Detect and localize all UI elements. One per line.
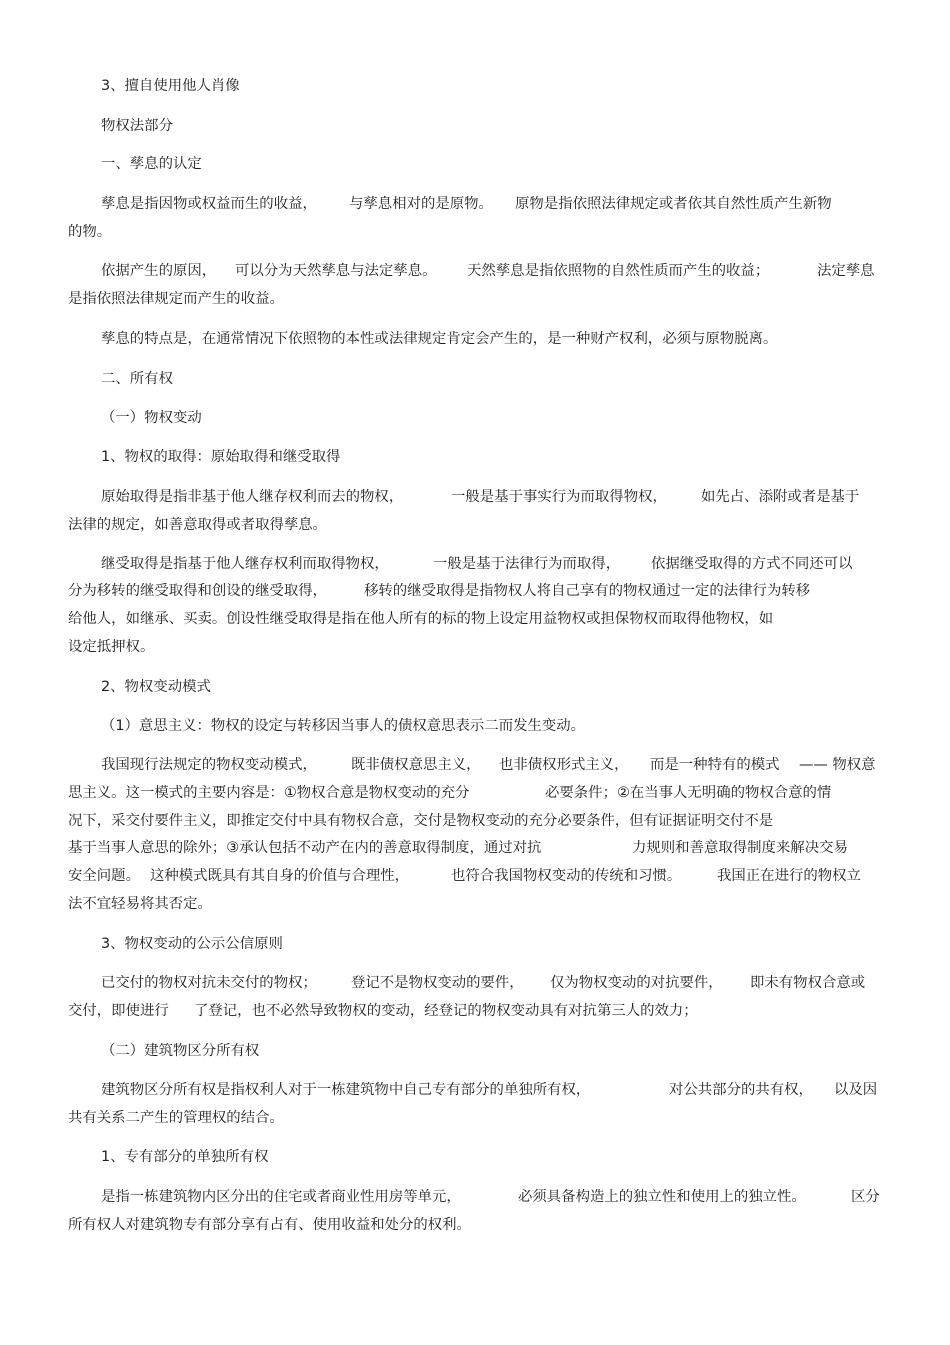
- text-segment: 也非债权形式主义，: [499, 757, 629, 773]
- text-segment: 已交付的物权对抗未交付的物权；: [101, 975, 317, 991]
- text-segment: 法定孳息: [817, 263, 875, 279]
- text-segment: 设定抵押权。: [68, 639, 155, 655]
- text-segment: 移转的继受取得是指物权人将自己享有的物权通过一定的法律行为转移: [364, 583, 811, 599]
- text-line: [0, 609, 950, 629]
- text-segment: 仅为物权变动的对抗要件，: [550, 975, 723, 991]
- text-segment: 可以分为天然孳息与法定孳息。: [235, 263, 437, 279]
- text-segment: 力规则和善意取得制度来解决交易: [632, 840, 848, 856]
- text-line: [0, 194, 950, 214]
- text-segment: 给他人，如继承、买卖。创设性继受取得是指在他人所有的标的物上设定用益物权或担保物权而取得他物权，如: [68, 611, 774, 627]
- text-segment: 分为移转的继受取得和创设的继受取得，: [68, 583, 328, 599]
- text-segment: 对公共部分的共有权，: [669, 1082, 813, 1098]
- heading-text: 一、孳息的认定: [101, 156, 202, 172]
- text-line: [0, 894, 950, 914]
- heading-text: （一）物权变动: [101, 410, 202, 426]
- heading-text: （二）建筑物区分所有权: [101, 1043, 260, 1059]
- text-line: [0, 755, 950, 775]
- text-segment: 孳息的特点是，在通常情况下依照物的本性或法律规定肯定会产生的，是一种财产权利，必须与原物脱离。: [101, 331, 778, 347]
- section-heading: [0, 1147, 950, 1167]
- heading-text: 1、物权的取得：原始取得和继受取得: [101, 449, 341, 465]
- text-line: [0, 289, 950, 309]
- text-segment: 即未有物权合意或: [750, 975, 866, 991]
- text-segment: 而是一种特有的模式: [650, 757, 780, 773]
- heading-text: 3、物权变动的公示公信原则: [101, 936, 283, 952]
- text-segment: 共有关系二产生的管理权的结合。: [68, 1110, 284, 1126]
- section-heading: [0, 677, 950, 697]
- text-segment: 原始取得是指非基于他人继存权利而去的物权，: [101, 489, 404, 505]
- text-segment: 的物。: [68, 224, 112, 240]
- text-line: [0, 811, 950, 831]
- section-heading: [0, 934, 950, 954]
- text-segment: —— 物权意: [799, 757, 876, 773]
- text-segment: 这种模式既具有其自身的价值与合理性，: [150, 868, 410, 884]
- text-segment: 天然孳息是指依照物的自然性质而产生的收益；: [467, 263, 770, 279]
- text-line: [0, 866, 950, 886]
- text-segment: 法不宜轻易将其否定。: [68, 896, 212, 912]
- text-segment: 基于当事人意思的除外；③承认包括不动产在内的善意取得制度，通过对抗: [68, 840, 542, 856]
- text-segment: 思主义。这一模式的主要内容是：①物权合意是物权变动的充分: [68, 785, 470, 801]
- text-segment: 况下，采交付要件主义，即推定交付中具有物权合意，交付是物权变动的充分必要条件，但有证据证明交付不是: [68, 813, 774, 829]
- text-line: [0, 261, 950, 281]
- section-heading: [0, 76, 950, 96]
- text-segment: 了登记，也不必然导致物权的变动，经登记的物权变动具有对抗第三人的效力；: [194, 1003, 698, 1019]
- text-segment: 区分: [851, 1189, 880, 1205]
- text-line: [0, 487, 950, 507]
- text-line: [0, 716, 950, 736]
- text-line: [0, 1080, 950, 1100]
- text-segment: 一般是基于法律行为而取得，: [433, 556, 621, 572]
- text-line: [0, 973, 950, 993]
- text-line: [0, 1215, 950, 1235]
- text-line: [0, 329, 950, 349]
- text-line: [0, 554, 950, 574]
- heading-text: 二、所有权: [101, 371, 173, 387]
- text-segment: 与孳息相对的是原物。: [349, 196, 493, 212]
- text-segment: 建筑物区分所有权是指权利人对于一栋建筑物中自己专有部分的单独所有权，: [101, 1082, 591, 1098]
- text-segment: 是指一栋建筑物内区分出的住宅或者商业性用房等单元，: [101, 1189, 461, 1205]
- section-heading: [0, 408, 950, 428]
- text-segment: 所有权人对建筑物专有部分享有占有、使用收益和处分的权利。: [68, 1217, 471, 1233]
- text-segment: 孳息是指因物或权益而生的收益，: [101, 196, 317, 212]
- part-title: [0, 116, 950, 136]
- heading-text: 物权法部分: [101, 118, 173, 134]
- text-segment: （1）意思主义：物权的设定与转移因当事人的债权意思表示二而发生变动。: [101, 718, 586, 734]
- text-segment: 既非债权意思主义，: [351, 757, 481, 773]
- text-line: [0, 1108, 950, 1128]
- text-line: [0, 515, 950, 535]
- section-heading: [0, 369, 950, 389]
- text-segment: 如先占、添附或者是基于: [701, 489, 860, 505]
- text-line: [0, 783, 950, 803]
- text-line: [0, 581, 950, 601]
- text-segment: 是指依照法律规定而产生的收益。: [68, 291, 284, 307]
- text-line: [0, 1187, 950, 1207]
- text-segment: 法律的规定，如善意取得或者取得孳息。: [68, 517, 328, 533]
- text-segment: 我国正在进行的物权立: [717, 868, 861, 884]
- text-segment: 一般是基于事实行为而取得物权，: [451, 489, 667, 505]
- heading-text: 1、专有部分的单独所有权: [101, 1149, 269, 1165]
- text-segment: 依据继受取得的方式不同还可以: [651, 556, 853, 572]
- section-heading: [0, 447, 950, 467]
- text-segment: 也符合我国物权变动的传统和习惯。: [451, 868, 682, 884]
- text-line: [0, 222, 950, 242]
- text-segment: 必要条件；②在当事人无明确的物权合意的情: [545, 785, 832, 801]
- text-segment: 继受取得是指基于他人继存权利而取得物权，: [101, 556, 389, 572]
- text-segment: 依据产生的原因，: [101, 263, 217, 279]
- text-segment: 安全问题。: [68, 868, 140, 884]
- section-heading: [0, 154, 950, 174]
- text-segment: 以及因: [834, 1082, 878, 1098]
- text-segment: 原物是指依照法律规定或者依其自然性质产生新物: [515, 196, 832, 212]
- section-heading: [0, 1041, 950, 1061]
- text-segment: 必须具备构造上的独立性和使用上的独立性。: [518, 1189, 806, 1205]
- text-line: [0, 1001, 950, 1021]
- text-segment: 登记不是物权变动的要件，: [351, 975, 524, 991]
- text-segment: 交付，即使进行: [68, 1003, 169, 1019]
- text-segment: 我国现行法规定的物权变动模式，: [101, 757, 317, 773]
- heading-text: 2、物权变动模式: [101, 679, 211, 695]
- heading-text: 3、擅自使用他人肖像: [101, 78, 240, 94]
- text-line: [0, 838, 950, 858]
- text-line: [0, 637, 950, 657]
